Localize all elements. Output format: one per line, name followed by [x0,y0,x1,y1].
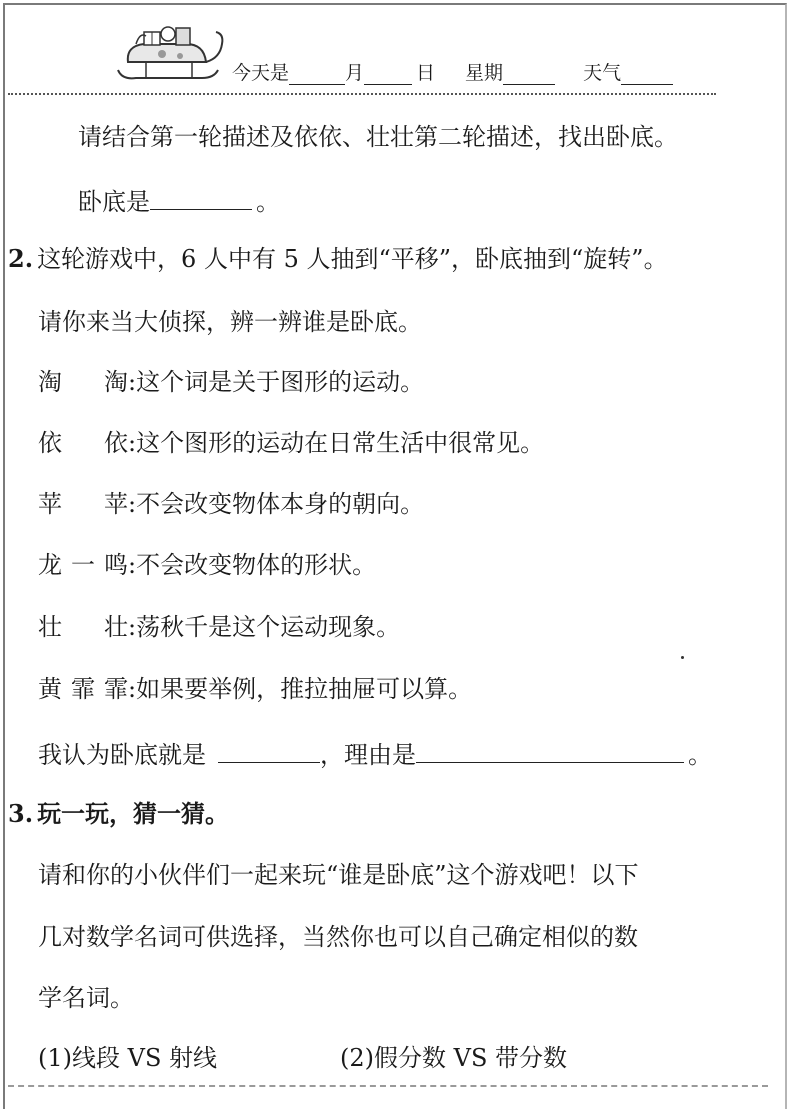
paragraph-text: 请和你的小伙伴们一起来玩“谁是卧底”这个游戏吧！以下 [38,861,639,889]
clue-row [38,428,544,458]
paragraph-line [38,983,134,1013]
clue-row [38,674,472,704]
option-text: (2)假分数 VS 带分数 [340,1044,568,1072]
undercover-answer-blank[interactable] [150,183,252,210]
month-blank[interactable] [289,66,345,85]
sleigh-illustration [110,22,230,84]
clue-speaker: 依 依 [38,429,128,457]
clue-text: :如果要举例，推拉抽屉可以算。 [128,675,473,703]
paragraph-text: 学名词。 [38,984,134,1012]
instruction-text: 请结合第一轮描述及依依、壮壮第二轮描述，找出卧底。 [78,123,678,151]
period: 。 [688,741,712,769]
question-title: 玩一玩，猜一猜。 [37,799,230,828]
clue-text: :不会改变物体本身的朝向。 [128,490,425,518]
reason-blank[interactable] [416,736,684,763]
weather-blank[interactable] [621,66,673,85]
question-2 [8,244,668,274]
paragraph-text: 几对数学名词可供选择，当然你也可以自己确定相似的数 [38,923,638,951]
day-label: 日 [416,62,436,84]
clue-row [38,489,424,519]
clue-text: :荡秋千是这个运动现象。 [128,613,401,641]
clue-text: :这个图形的运动在日常生活中很常见。 [128,429,545,457]
question-number: 2. [8,244,34,273]
undercover-blank[interactable] [218,736,320,763]
period: 。 [256,188,280,216]
weekday-label: 星期 [465,62,504,84]
clue-text: :这个词是关于图形的运动。 [128,368,425,396]
clue-speaker: 苹 苹 [38,490,128,518]
undercover-answer-line [78,183,280,217]
question-number: 3. [8,799,34,828]
clue-row [38,367,424,397]
option-text: (1)线段 VS 射线 [38,1044,218,1072]
question-text: 这轮游戏中，6 人中有 5 人抽到“平移”，卧底抽到“旋转”。 [37,245,668,273]
scan-speck [681,656,684,659]
weekday-blank[interactable] [503,66,555,85]
question-3 [8,799,229,829]
header-divider [8,93,716,95]
clue-row [38,550,376,580]
option-1 [38,1043,217,1073]
today-label: 今天是 [232,62,290,84]
question-2-sub [38,307,422,337]
instruction-line [78,122,678,152]
option-2 [340,1043,567,1073]
answer-line [38,736,712,770]
month-label: 月 [345,62,365,84]
weather-label: 天气 [583,62,622,84]
undercover-label: 卧底是 [78,188,150,216]
clue-row [38,612,400,642]
paragraph-line [38,922,638,952]
answer-prompt: 我认为卧底就是 [38,741,206,769]
worksheet-header [110,22,730,92]
clue-speaker: 壮 壮 [38,613,128,641]
clue-text: :不会改变物体的形状。 [128,551,377,579]
clue-speaker: 淘 淘 [38,368,128,396]
day-blank[interactable] [364,66,412,85]
date-weather-line [232,58,790,85]
question-subtext: 请你来当大侦探，辨一辨谁是卧底。 [38,308,422,336]
clue-speaker: 黄霏霏 [38,675,128,703]
bottom-divider [8,1085,768,1087]
paragraph-line [38,860,639,890]
reason-label: ，理由是 [320,741,416,769]
clue-speaker: 龙一鸣 [38,551,128,579]
